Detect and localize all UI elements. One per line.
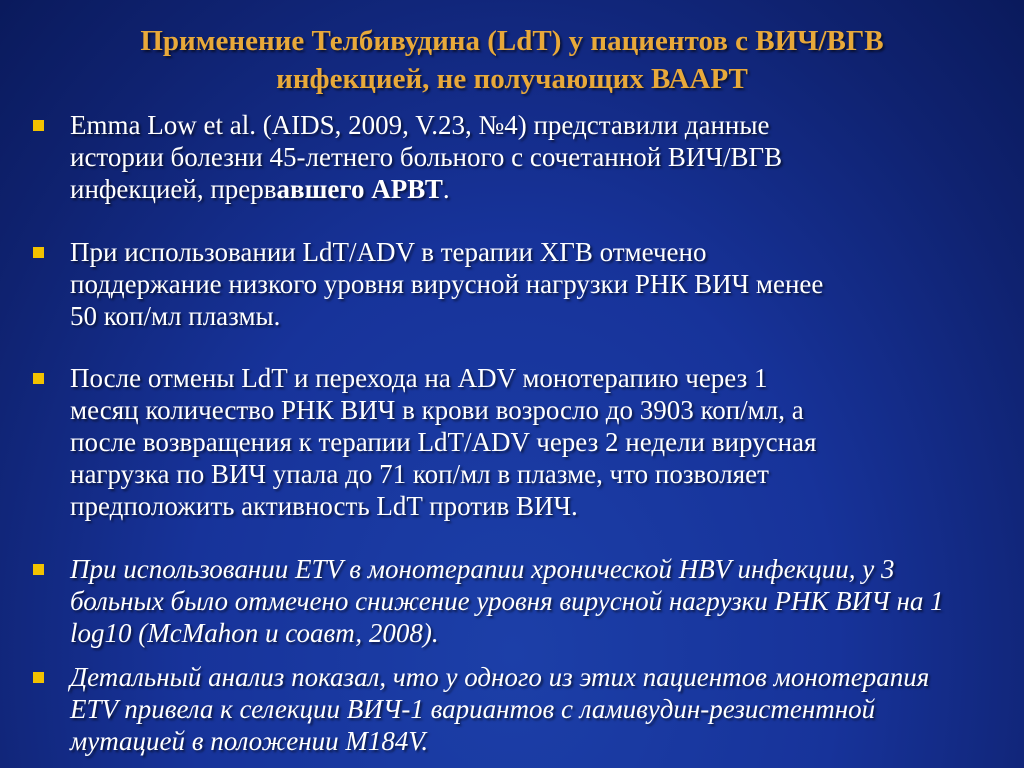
bullet-3-line-3: после возвращения к терапии LdT/ADV через 2 недели вирусная	[70, 427, 817, 457]
bullet-2-line-1: При использовании LdT/ADV в терапии ХГВ отмечено	[70, 237, 707, 267]
bullet-1-line-3-text: инфекцией, прерв	[70, 174, 277, 204]
slide-title-line-2: инфекцией, не получающих ВААРТ	[276, 63, 748, 95]
square-bullet-icon	[33, 120, 44, 131]
square-bullet-icon	[33, 247, 44, 258]
bullet-item-5	[28, 661, 929, 757]
bullet-4-line-2: больных было отмечено снижение уровня вирусной нагрузки РНК ВИЧ на 1	[70, 586, 944, 616]
bullet-1-line-2: истории болезни 45-летнего больного с сочетанной ВИЧ/ВГВ	[70, 142, 783, 172]
bullet-1-line-1: Emma Low et al. (AIDS, 2009, V.23, №4) представили данные	[70, 110, 770, 140]
bullet-4-line-3: log10 (McMahon и соавт, 2008).	[70, 618, 439, 648]
slide-title-line-1: Применение Телбивудина (LdT) у пациентов с ВИЧ/ВГВ	[140, 25, 884, 57]
bullet-4-line-1: При использовании ETV в монотерапии хронической HBV инфекции, у 3	[70, 554, 895, 584]
bullet-item-2	[28, 236, 823, 332]
bullet-1-end: .	[442, 174, 450, 204]
bullet-2-line-3: 50 коп/мл плазмы.	[70, 301, 281, 331]
slide-title	[40, 22, 984, 98]
bullet-3-line-1: После отмены LdT и перехода на ADV монотерапию через 1	[70, 363, 768, 393]
bullet-5-line-2: ETV привела к селекции ВИЧ-1 вариантов с ламивудин-резистентной	[70, 694, 876, 724]
bullet-5-line-1: Детальный анализ показал, что у одного из этих пациентов монотерапия	[70, 662, 930, 692]
bullet-5-line-3: мутацией в положении M184V.	[70, 726, 429, 756]
square-bullet-icon	[33, 373, 44, 384]
bullet-3-line-4: нагрузка по ВИЧ упала до 71 коп/мл в плазме, что позволяет	[70, 459, 769, 489]
bullet-1-line-3	[70, 173, 782, 205]
square-bullet-icon	[33, 672, 44, 683]
bullet-item-1	[28, 109, 782, 205]
square-bullet-icon	[33, 564, 44, 575]
bullet-item-3	[28, 362, 816, 522]
bullet-3-line-5: предположить активность LdT против ВИЧ.	[70, 491, 578, 521]
bullet-1-bold-tail: авшего АРВТ	[276, 174, 443, 204]
bullet-3-line-2: месяц количество РНК ВИЧ в крови возросло до 3903 коп/мл, а	[70, 395, 804, 425]
bullet-item-4	[28, 553, 944, 649]
bullet-2-line-2: поддержание низкого уровня вирусной нагрузки РНК ВИЧ менее	[70, 269, 824, 299]
